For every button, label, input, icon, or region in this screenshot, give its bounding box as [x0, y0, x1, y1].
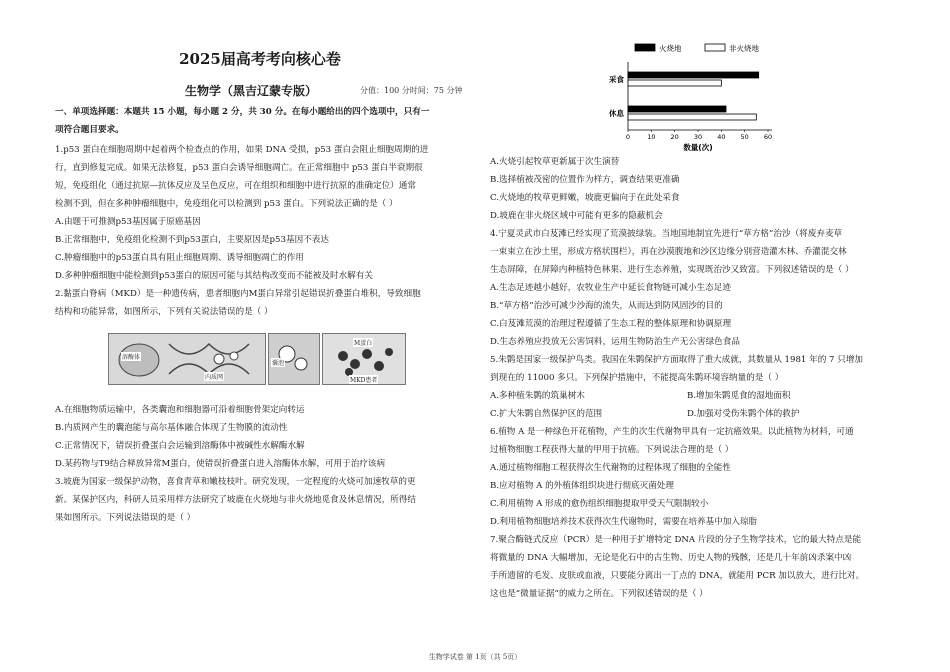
- q2-option-a: A.在细胞物质运输中，各类囊泡和细胞器可沿着细胞骨架定向转运: [55, 405, 305, 415]
- question-7: [490, 531, 910, 603]
- x-tick-label-3: 30: [693, 133, 703, 141]
- q5-option-c: C.扩大朱鹮自然保护区的范围: [490, 409, 603, 419]
- q3-option-b: B.选择植被茂密的位置作为样方，调查结果更准确: [490, 175, 680, 185]
- q7-stem-line: 这也是“微量证据”的威力之所在。下列叙述错误的是（ ）: [490, 589, 708, 599]
- x-tick-label-2: 20: [670, 133, 679, 141]
- q6-stem-line: 6.植物 A 是一种绿色开花植物，产生的次生代谢物甲具有一定抗癌效果。以此植物为材料，可通: [490, 427, 854, 437]
- exam-subtitle: 生物学（黑吉辽蒙专版）: [185, 84, 318, 98]
- section-heading: 一、单项选择题：本题共 15 小题，每小题 2 分，共 30 分。在每小题给出的四个选项中，只有一 项符合题目要求。: [55, 107, 430, 135]
- q1-option-a: A.由题干可推测p53基因属于原癌基因: [55, 217, 201, 227]
- x-tick-label-4: 40: [717, 133, 726, 141]
- page-footer: 生物学试卷 第 1页（共 5页）: [428, 653, 522, 661]
- label-mkd-patient: MKD患者: [350, 377, 378, 384]
- q4-stem-line: 4.宁夏灵武市白芨滩已经实现了荒漠披绿装。当地国地制宜先进行“草方格”治沙（将废弃麦草: [490, 229, 843, 239]
- q1-option-c: C.肿瘤细胞中的p53蛋白具有阻止细胞周期、诱导细胞凋亡的作用: [55, 253, 304, 263]
- question-6: [490, 423, 910, 531]
- normal-cell-figure: [108, 333, 266, 385]
- label-lysosome: 溶酶体: [122, 354, 141, 361]
- x-tick-label-6: 60: [763, 133, 773, 141]
- q5-stem-line: 5.朱鹮是国家一级保护鸟类。我国在朱鹮保护方面取得了重大成就，其数量从 1981 年的 7 只增加: [490, 355, 864, 365]
- mkd-cell-figure: [322, 333, 406, 385]
- label-vesicle: 囊泡: [272, 360, 285, 367]
- x-tick-label-5: 50: [740, 133, 749, 141]
- q2-option-d: D.某药物与T9结合释放异常M蛋白，使错误折叠蛋白进入溶酶体水解，可用于治疗该病: [55, 459, 386, 469]
- q7-stem-line: 将微量的 DNA 大幅增加，无论是化石中的古生物、历史人物的残骸，还是几十年前凶杀案中凶: [490, 553, 852, 563]
- question-4: [490, 225, 910, 351]
- q3-stem-line: 果如图所示。下列说法错误的是（ ）: [55, 513, 196, 523]
- q4-stem-line: 生态屏障，在屏障内种植特色林果、进行生态养殖，实现既治沙又致富。下列叙述错误的是（ ）: [490, 265, 854, 275]
- q6-option-b: B.应对植物 A 的外植体组织块进行彻底灭菌处理: [490, 481, 674, 491]
- q4-option-c: C.白芨滩荒漠的治理过程遵循了生态工程的整体原理和协调原理: [490, 319, 732, 329]
- deer-activity-chart: [590, 40, 790, 152]
- q6-option-c: C.利用植物 A 形成的愈伤组织细胞提取甲受天气限制较小: [490, 499, 709, 509]
- q5-option-b: B.增加朱鹮觅食的湿地面积: [687, 391, 791, 401]
- q2-option-b: B.内质网产生的囊泡能与高尔基体融合体现了生物膜的流动性: [55, 423, 288, 433]
- q3-option-d: D.坡鹿在非火烧区域中可能有更多的隐蔽机会: [490, 211, 663, 221]
- x-tick-label-0: 0: [625, 133, 631, 141]
- q3-stem-line: 3.坡鹿为国家一级保护动物，喜食青草和嫩枝枝叶。研究发现，一定程度的火烧可加速牧草的更: [55, 477, 416, 487]
- legend-swatch-1: [705, 44, 725, 51]
- q5-stem-line: 到现在的 11000 多只。下列保护措施中，不能提高朱鹮环境容纳量的是（ ）: [490, 373, 784, 383]
- q2-stem-line: 结构和功能异常，如图所示，下列有关说法错误的是（ ）: [55, 307, 273, 317]
- question-2-options: [55, 401, 475, 473]
- legend-label-1: 非火烧地: [729, 44, 759, 53]
- q7-stem-line: 7.聚合酶链式反应（PCR）是一种用于扩增特定 DNA 片段的分子生物学技术，它的最大特点是能: [490, 535, 862, 545]
- legend-label-0: 火烧地: [659, 44, 682, 53]
- q1-stem-line: 检测不到，但在多种肿瘤细胞中，免疫组化可以检测到 p53 蛋白。下列说法正确的是（ ）: [55, 199, 398, 209]
- q4-option-b: B.“草方格”治沙可减少沙海的流失，从而达到防风固沙的目的: [490, 301, 723, 311]
- q5-option-a: A.多种植朱鹮的筑巢树木: [490, 391, 585, 401]
- question-5: [490, 351, 910, 387]
- q1-option-b: B.正常细胞中，免疫组化检测不到p53蛋白，主要原因是p53基因不表达: [55, 235, 329, 245]
- question-1: [55, 141, 475, 285]
- q5-option-d: D.加强对受伤朱鹮个体的救护: [687, 409, 800, 419]
- bar-0-1: [628, 80, 721, 86]
- q4-option-d: D.生态养殖应投放无公害饲料，运用生物防治生产无公害绿色食品: [490, 337, 740, 347]
- legend-swatch-0: [635, 44, 655, 51]
- x-axis-label: 数量(次): [683, 143, 713, 152]
- vesicle-figure: [268, 333, 320, 385]
- q4-option-a: A.生态足迹越小越好，农牧业生产中延长食物链可减小生态足迹: [490, 283, 731, 293]
- q6-stem-line: 过植物细胞工程获得大量的甲用于抗癌。下列说法合理的是（ ）: [490, 445, 734, 455]
- exam-meta: 分值：100 分时间：75 分钟: [360, 86, 463, 95]
- category-label-0: 采食: [609, 75, 624, 84]
- q1-stem-line: 短，免疫组化（通过抗原—抗体反应及呈色反应，可在组织和细胞中进行抗原的准确定位）通常: [55, 181, 416, 191]
- question-3-options: [490, 153, 910, 225]
- x-tick-label-1: 10: [647, 133, 656, 141]
- question-2: [55, 285, 475, 321]
- q2-option-c: C.正常情况下，错误折叠蛋白会运输到溶酶体中被碱性水解酶水解: [55, 441, 305, 451]
- q2-stem-line: 2.黏蛋白脊病（MKD）是一种遗传病，患者细胞内M蛋白异常引起错误折叠蛋白堆积，导致细胞: [55, 289, 421, 299]
- question-3: [55, 473, 475, 527]
- bar-1-0: [628, 106, 726, 112]
- exam-title: 2025届高考考向核心卷: [179, 50, 341, 68]
- q1-option-d: D.多种肿瘤细胞中能检测到p53蛋白的原因可能与其结构改变而不能被及时水解有关: [55, 271, 373, 281]
- q3-option-a: A.火烧引起牧草更新属于次生演替: [490, 157, 620, 167]
- q4-stem-line: 一束束立在沙土里，形成方格状围栏），再在沙漠腹地和沙区边缘分别营造灌木林、乔灌混交林: [490, 247, 847, 257]
- q1-stem-line: 行，直到修复完成。如果无法修复，p53 蛋白会诱导细胞凋亡。在正常细胞中 p53 蛋白半衰期很: [55, 163, 423, 173]
- q3-stem-line: 新。某保护区内，科研人员采用样方法研究了坡鹿在火烧地与非火烧地觅食及休息情况，所得结: [55, 495, 416, 505]
- label-er: 内质网: [205, 374, 224, 381]
- category-label-1: 休息: [609, 109, 624, 118]
- bar-1-1: [628, 114, 756, 120]
- q6-option-d: D.利用植物细胞培养技术获得次生代谢物时，需要在培养基中加入琼脂: [490, 517, 758, 527]
- bar-0-0: [628, 72, 759, 78]
- q6-option-a: A.通过植物细胞工程获得次生代谢物的过程体现了细胞的全能性: [490, 463, 731, 473]
- q3-option-c: C.火烧地的牧草更鲜嫩，坡鹿更偏向于在此处采食: [490, 193, 680, 203]
- label-m-protein: M蛋白: [354, 340, 373, 347]
- q7-stem-line: 手所遗留的毛发、皮肤或血液，只要能分离出一丁点的 DNA，就能用 PCR 加以放大，进行比对。: [490, 571, 865, 581]
- q1-stem-line: 1.p53 蛋白在细胞周期中起着两个检查点的作用，如果 DNA 受损，p53 蛋白会阻止细胞周期的进: [55, 145, 429, 155]
